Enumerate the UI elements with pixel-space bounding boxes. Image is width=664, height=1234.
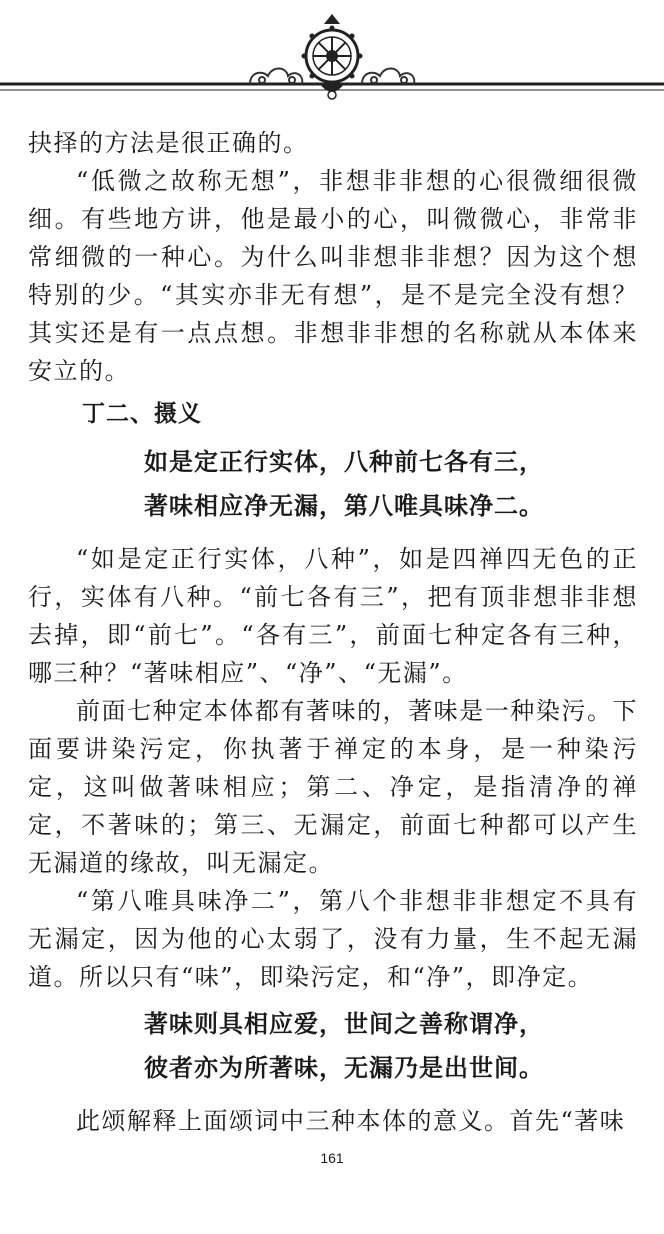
page-body [28, 124, 638, 1140]
section-heading: 丁二、摄义 [82, 401, 202, 427]
cloud-left-icon [250, 69, 302, 85]
paragraph-1: 抉择的方法是很正确的。 [28, 129, 309, 157]
verse-block-2 [28, 1002, 638, 1090]
header-ornament [0, 0, 664, 110]
verse-line-1: 如是定正行实体，八种前七各有三， [144, 448, 544, 476]
verse-line-3: 著味则具相应爱，世间之善称谓净， [144, 1010, 544, 1038]
verse-line-4: 彼者亦为所著味，无漏乃是出世间。 [144, 1054, 544, 1082]
page-number: 161 [320, 1150, 344, 1166]
page-header [0, 0, 664, 110]
verse-line-2: 著味相应净无漏，第八唯具味净二。 [144, 492, 544, 520]
paragraph-5: “第八唯具味净二”，第八个非想非非想定不具有无漏定，因为他的心太弱了，没有力量，生不起无漏道。所以只有“味”，即染污定，和“净”，即净定。 [28, 887, 638, 991]
cloud-right-icon [362, 69, 414, 85]
paragraph-2: “低微之故称无想”，非想非非想的心很微细很微细。有些地方讲，他是最小的心，叫微微心，非常非常细微的一种心。为什么叫非想非非想？因为这个想特别的少。“其实亦非无有想”，是不是完全没有想？其实还是有一点点想。非想非非想的名称就从本体来安立的。 [28, 167, 638, 385]
dharma-wheel-icon [302, 14, 363, 99]
paragraph-6: 此颂解释上面颂词中三种本体的意义。首先“著味 [76, 1107, 626, 1135]
paragraph-4: 前面七种定本体都有著味的，著味是一种染污。下面要讲染污定，你执著于禅定的本身，是一种染污定，这叫做著味相应；第二、净定，是指清净的禅定，不著味的；第三、无漏定，前面七种都可以产生无漏道的缘故，叫无漏定。 [28, 697, 638, 877]
verse-block-1 [28, 440, 638, 528]
paragraph-3: “如是定正行实体，八种”，如是四禅四无色的正行，实体有八种。“前七各有三”，把有顶非想非非想去掉，即“前七”。“各有三”，前面七种定各有三种，哪三种？“著味相应”、“净”、“无漏”。 [28, 545, 638, 687]
